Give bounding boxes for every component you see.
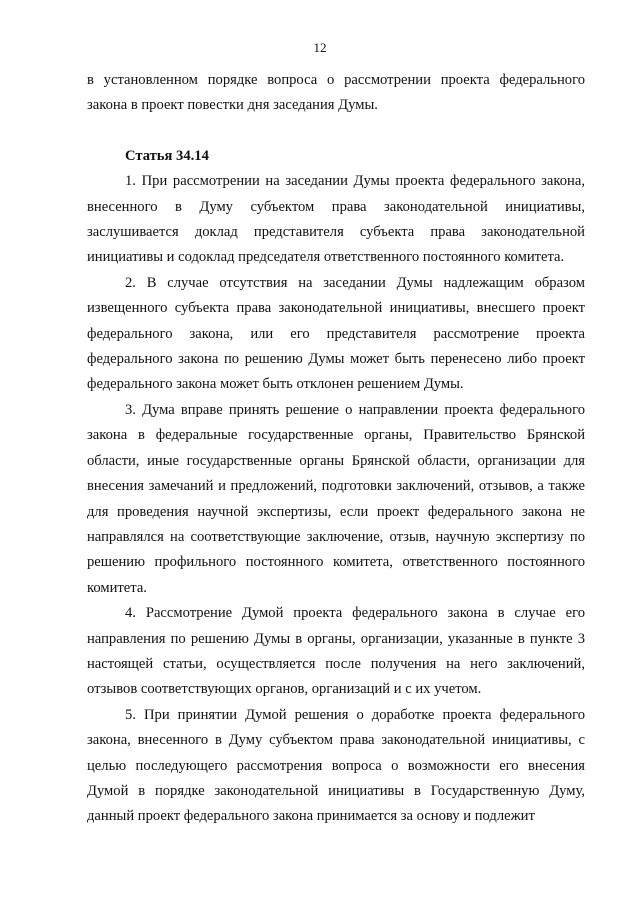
page-number: 12 bbox=[313, 40, 327, 55]
paragraph-4: 4. Рассмотрение Думой проекта федерального закона в случае его направления по решению Думы в органы, организации, указанные в пункте 3 настоящей статьи, осуществляется после получения на него заключений, отзывов соответствующих органов, организаций и с их учетом. bbox=[87, 605, 585, 698]
paragraph-5: 5. При принятии Думой решения о доработке проекта федерального закона, внесенного в Думу субъектом права законодательной инициативы, с целью последующего рассмотрения вопроса о возможности его внесения Думой в порядке законодательной инициативы в Государственную Думу, данный проект федерального закона принимается за основу и подлежит bbox=[87, 706, 585, 825]
continuation-paragraph: в установленном порядке вопроса о рассмотрении проекта федерального закона в проект повестки дня заседания Думы. bbox=[87, 72, 585, 114]
document-body bbox=[87, 68, 585, 830]
paragraph-1: 1. При рассмотрении на заседании Думы проекта федерального закона, внесенного в Думу субъектом права законодательной инициативы, заслушивается доклад представителя субъекта права законодательной инициативы и содоклад председателя ответственного постоянного комитета. bbox=[87, 173, 585, 266]
paragraph-2: 2. В случае отсутствия на заседании Думы надлежащим образом извещенного субъекта права законодательной инициативы, внесшего проект федерального закона, или его представителя рассмотрение проекта федерального закона по решению Думы может быть перенесено либо проект федерального закона может быть отклонен решением Думы. bbox=[87, 274, 585, 393]
article-heading: Статья 34.14 bbox=[125, 147, 209, 164]
paragraph-3: 3. Дума вправе принять решение о направлении проекта федерального закона в федеральные государственные органы, Правительство Брянской области, иные государственные органы Брянской области, организации для внесения замечаний и предложений, подготовки заключений, отзывов, а также для проведения научной экспертизы, если проект федерального закона не направлялся на соответствующие заключение, отзыв, научную экспертизу по решению профильного постоянного комитета, ответственного постоянного комитета. bbox=[87, 401, 585, 596]
